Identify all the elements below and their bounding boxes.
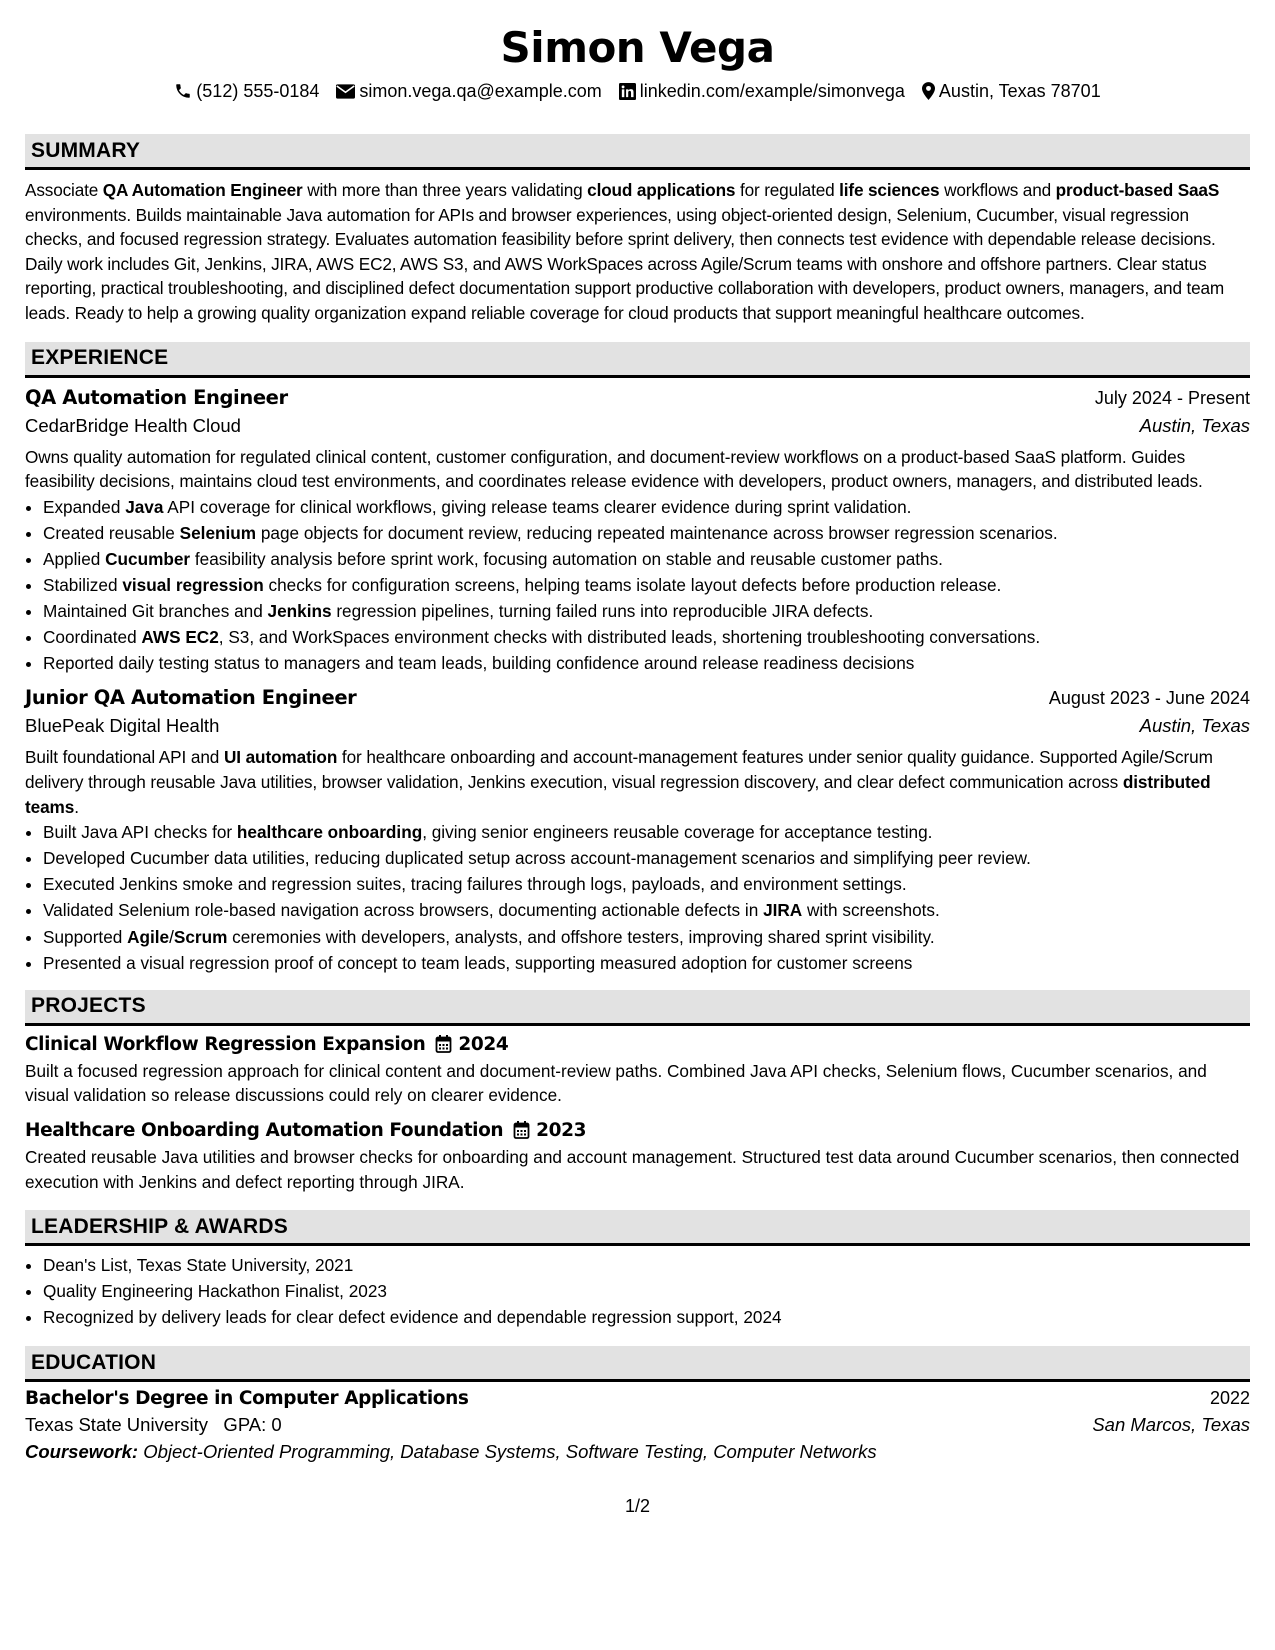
bold-keyword: UI automation [223,747,338,768]
job-title: Junior QA Automation Engineer [25,686,357,710]
phone-text: (512) 555-0184 [196,80,320,101]
bold-keyword: Agile [127,926,170,947]
project-header [25,1120,1250,1141]
job-bullets [25,819,1250,976]
coursework [25,1441,1250,1463]
school-name: Texas State University GPA: 0 [25,1414,282,1436]
job-dates: August 2023 - June 2024 [1048,688,1250,709]
list-item: • Recognized by delivery leads for clear defect evidence and dependable regression support, 2024 [43,1304,1250,1330]
project-title: Healthcare Onboarding Automation Foundation [25,1119,504,1141]
education-subheader [25,1414,1250,1436]
contact-phone[interactable] [174,81,319,102]
bullet-item: • Maintained Git branches and Jenkins regression pipelines, turning failed runs into reproducible JIRA defects. [43,598,1250,624]
coursework-label: Coursework: [25,1441,139,1463]
job-header [25,686,1250,709]
job-entry [25,386,1250,677]
bullet-item: • Validated Selenium role-based navigation across browsers, documenting actionable defects in JIRA with screenshots. [43,897,1250,923]
bullet-item: • Reported daily testing status to managers and team leads, building confidence around release readiness decisions [43,650,1250,676]
phone-icon [174,82,192,100]
bold-keyword: Cucumber [105,548,191,569]
bullet-item: • Applied Cucumber feasibility analysis before sprint work, focusing automation on stable and reusable customer paths. [43,546,1250,572]
project-year: 2023 [536,1119,587,1141]
project-date [435,1034,508,1055]
job-title: QA Automation Engineer [25,385,288,409]
bold-keyword: AWS EC2 [141,627,219,648]
calendar-icon [435,1035,452,1053]
linkedin-icon [619,83,636,100]
bold-keyword: JIRA [763,900,803,921]
job-location: Austin, Texas [1139,715,1250,737]
project-title: Clinical Workflow Regression Expansion [25,1033,426,1055]
graduation-year: 2022 [1209,1388,1250,1409]
job-bullets [25,494,1250,677]
list-item: • Dean's List, Texas State University, 2021 [43,1252,1250,1278]
email-text: simon.vega.qa@example.com [359,80,602,101]
project-year: 2024 [458,1033,509,1055]
linkedin-text: linkedin.com/example/simonvega [639,80,905,101]
job-subheader [25,415,1250,437]
bold-keyword: product-based SaaS [1055,180,1220,200]
page-number: 1/2 [624,1496,651,1516]
bold-keyword: Selenium [179,522,257,543]
bullet-item: • Built Java API checks for healthcare onboarding, giving senior engineers reusable coverage for acceptance testing. [43,819,1250,845]
project-date [513,1120,586,1141]
job-entry [25,686,1250,975]
list-item: • Quality Engineering Hackathon Finalist, 2023 [43,1278,1250,1304]
bullet-item: • Developed Cucumber data utilities, reducing duplicated setup across account-management scenarios and simplifying peer review. [43,845,1250,871]
bold-keyword: Jenkins [267,601,332,622]
summary-text: Associate QA Automation Engineer with more than three years validating cloud applications for regulated life sciences workflows and product-based SaaS environments. Builds maintainable Java automation for APIs and browser experiences, using object-oriented design, Selenium, Cucumber, visual regression checks, and focused regression strategy. Evaluates automation feasibility before sprint delivery, then connects test evidence with dependable release decisions. Daily work includes Git, Jenkins, JIRA, AWS EC2, AWS S3, and AWS WorkSpaces across Agile/Scrum teams with onshore and offshore partners. Clear status reporting, practical troubleshooting, and disciplined defect documentation support productive collaboration with developers, product owners, managers, and team leads. Ready to help a growing quality organization expand reliable coverage for cloud products that support meaningful healthcare outcomes. [25,180,1225,323]
map-pin-icon [922,82,935,100]
coursework-list: Object-Oriented Programming, Database Systems, Software Testing, Computer Networks [138,1441,877,1463]
job-header [25,386,1250,409]
section-heading-projects: PROJECTS [25,990,1250,1026]
resume-page [25,0,1250,1463]
bullet-item: • Created reusable Selenium page objects for document review, reducing repeated maintenance across browser regression scenarios. [43,520,1250,546]
candidate-name: Simon Vega [500,23,775,72]
education-entry [25,1388,1250,1463]
bold-keyword: QA Automation Engineer [102,180,303,200]
bold-keyword: healthcare onboarding [236,822,423,843]
project-description: Created reusable Java utilities and browser checks for onboarding and account management. Structured test data around Cucumber scenarios, then connected execution with Jenkins and defect reporting through JIRA. [25,1146,1240,1192]
project-description: Built a focused regression approach for clinical content and document-review paths. Combined Java API checks, Selenium flows, Cucumber scenarios, and visual validation so release discussions could rely on clearer evidence. [25,1060,1207,1106]
bullet-item: • Executed Jenkins smoke and regression suites, tracing failures through logs, payloads, and environment settings. [43,871,1250,897]
bullet-item: • Presented a visual regression proof of concept to team leads, supporting measured adoption for customer screens [43,950,1250,976]
job-dates: July 2024 - Present [1094,387,1250,408]
job-location: Austin, Texas [1139,414,1250,436]
job-description: Owns quality automation for regulated clinical content, customer configuration, and document-review workflows on a product-based SaaS platform. Guides feasibility decisions, maintains cloud test environments, and coordinates release evidence with developers, product owners, managers, and distributed leads. [25,446,1203,492]
bold-keyword: life sciences [839,180,940,200]
bullet-item: • Expanded Java API coverage for clinical workflows, giving release teams clearer evidence during sprint validation. [43,494,1250,520]
education-header [25,1388,1250,1409]
contact-linkedin[interactable] [619,81,905,102]
section-heading-leadership: LEADERSHIP & AWARDS [25,1210,1250,1246]
degree-title: Bachelor's Degree in Computer Applications [25,1388,469,1410]
company-name: CedarBridge Health Cloud [25,414,241,436]
contact-location [922,81,1101,102]
bold-keyword: Java [125,496,164,517]
contact-bar [25,78,1250,104]
bold-keyword: cloud applications [587,180,736,200]
job-subheader [25,715,1250,737]
bullet-item: • Stabilized visual regression checks for configuration screens, helping teams isolate layout defects before production release. [43,572,1250,598]
location-text: Austin, Texas 78701 [938,80,1101,101]
job-description: Built foundational API and UI automation for healthcare onboarding and account-management features under senior quality guidance. Supported Agile/Scrum delivery through reusable Java utilities, browser validation, Jenkins execution, visual regression discovery, and clear defect communication across distributed teams. [25,747,1213,817]
section-heading-summary: SUMMARY [25,134,1250,170]
leadership-list [25,1252,1250,1330]
project-header [25,1034,1250,1055]
bold-keyword: distributed teams [25,772,1211,817]
bold-keyword: visual regression [122,575,264,596]
school-location: San Marcos, Texas [1092,1414,1250,1436]
project-entry [25,1034,1250,1108]
section-heading-experience: EXPERIENCE [25,342,1250,378]
calendar-icon [513,1121,530,1139]
company-name: BluePeak Digital Health [25,715,220,737]
envelope-icon [336,84,355,99]
section-heading-education: EDUCATION [25,1346,1250,1382]
bullet-item: • Coordinated AWS EC2, S3, and WorkSpaces environment checks with distributed leads, shortening troubleshooting conversations. [43,624,1250,650]
contact-email[interactable] [336,81,601,102]
project-entry [25,1120,1250,1194]
bold-keyword: Scrum [173,926,228,947]
bullet-item: • Supported Agile/Scrum ceremonies with developers, analysts, and offshore testers, improving shared sprint visibility. [43,924,1250,950]
